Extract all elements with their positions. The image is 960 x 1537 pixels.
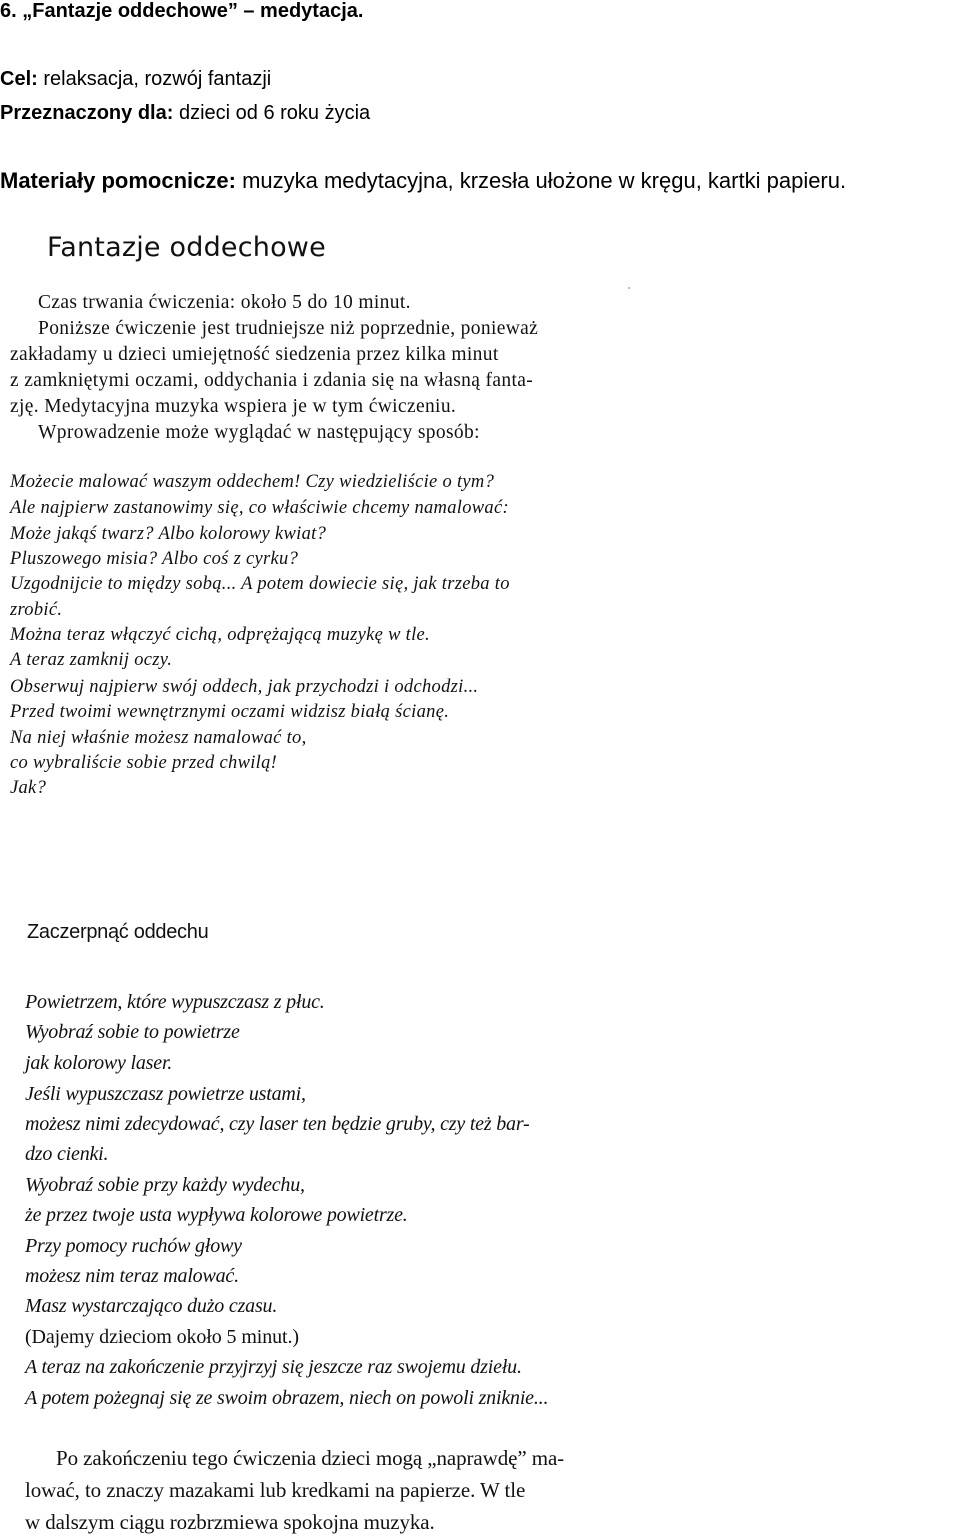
scan1-italic-line: Można teraz włączyć cichą, odprężającą muzykę w tle. — [10, 625, 430, 645]
scan1-italic-line: zrobić. — [10, 600, 63, 620]
scan2-title: Zaczerpnąć oddechu — [27, 921, 209, 943]
goal-label: Cel: — [0, 68, 38, 90]
goal-text: relaksacja, rozwój fantazji — [37, 68, 272, 90]
scan2-line: Jeśli wypuszczasz powietrze ustami, — [25, 1083, 306, 1105]
scan2-line: A potem pożegnaj się ze swoim obrazem, niech on powoli zniknie... — [25, 1387, 549, 1409]
scan-speck — [628, 287, 630, 289]
scan2-line: Wyobraź sobie przy każdy wydechu, — [25, 1174, 305, 1196]
audience-line — [0, 102, 370, 125]
scan1-intro-line: z zamkniętymi oczami, oddychania i zdania się na własną fanta- — [10, 370, 534, 391]
scan1-italic-line: Ale najpierw zastanowimy się, co właściwie chcemy namalować: — [10, 498, 509, 518]
scan1-italic-line: Przed twoimi wewnętrznymi oczami widzisz białą ścianę. — [10, 702, 450, 722]
scan1-intro-line: Poniższe ćwiczenie jest trudniejsze niż poprzednie, ponieważ — [38, 318, 539, 339]
scan1-italic-line: A teraz zamknij oczy. — [10, 650, 173, 670]
scan2-line: jak kolorowy laser. — [25, 1052, 173, 1074]
materials-text: muzyka medytacyjna, krzesła ułożone w kręgu, kartki papieru. — [235, 168, 847, 193]
scan2-line: Wyobraź sobie to powietrze — [25, 1021, 240, 1043]
section-heading: 6. „Fantazje oddechowe” – medytacja. — [0, 0, 364, 22]
scan1-italic-line: Jak? — [10, 778, 47, 798]
audience-text: dzieci od 6 roku życia — [173, 102, 371, 124]
scan1-intro-line: Wprowadzenie może wyglądać w następujący sposób: — [38, 422, 480, 443]
scan2-line: Masz wystarczająco dużo czasu. — [25, 1295, 278, 1317]
scan1-italic-line: Obserwuj najpierw swój oddech, jak przychodzi i odchodzi... — [10, 677, 479, 697]
scan1-italic-line: co wybraliście sobie przed chwilą! — [10, 753, 278, 773]
scan1-italic-line: Możecie malować waszym oddechem! Czy wiedzieliście o tym? — [10, 472, 495, 492]
scan2-line: dzo cienki. — [25, 1143, 109, 1165]
scan1-title: Fantazje oddechowe — [47, 232, 326, 263]
scan2-line: możesz nimi zdecydować, czy laser ten będzie gruby, czy też bar- — [25, 1113, 530, 1135]
scan2-line: (Dajemy dzieciom około 5 minut.) — [25, 1326, 299, 1348]
goal-line — [0, 68, 271, 91]
closing-line: w dalszym ciągu rozbrzmiewa spokojna muzyka. — [25, 1510, 435, 1534]
closing-line: Po zakończeniu tego ćwiczenia dzieci mogą „naprawdę” ma- — [56, 1446, 565, 1470]
scan1-intro-line: zję. Medytacyjna muzyka wspiera je w tym ćwiczeniu. — [10, 396, 457, 417]
materials-line — [0, 168, 846, 194]
scan2-line: A teraz na zakończenie przyjrzyj się jeszcze raz swojemu dziełu. — [25, 1356, 522, 1378]
scan1-italic-line: Uzgodnijcie to między sobą... A potem dowiecie się, jak trzeba to — [10, 574, 510, 594]
scan2-line: Powietrzem, które wypuszczasz z płuc. — [25, 991, 325, 1013]
scan1-intro-line: zakładamy u dzieci umiejętność siedzenia przez kilka minut — [10, 344, 499, 365]
materials-label: Materiały pomocnicze: — [0, 168, 236, 193]
scan2-line: możesz nim teraz malować. — [25, 1265, 239, 1287]
scan2-line: Przy pomocy ruchów głowy — [25, 1235, 242, 1257]
scan1-italic-line: Na niej właśnie możesz namalować to, — [10, 728, 307, 748]
scan2-line: że przez twoje usta wypływa kolorowe powietrze. — [25, 1204, 408, 1226]
scan1-italic-line: Pluszowego misia? Albo coś z cyrku? — [10, 549, 299, 569]
closing-line: lować, to znaczy mazakami lub kredkami na papierze. W tle — [25, 1478, 526, 1502]
audience-label: Przeznaczony dla: — [0, 102, 174, 124]
scan1-intro-line: Czas trwania ćwiczenia: około 5 do 10 minut. — [38, 292, 411, 313]
scan1-italic-line: Może jakąś twarz? Albo kolorowy kwiat? — [10, 524, 327, 544]
